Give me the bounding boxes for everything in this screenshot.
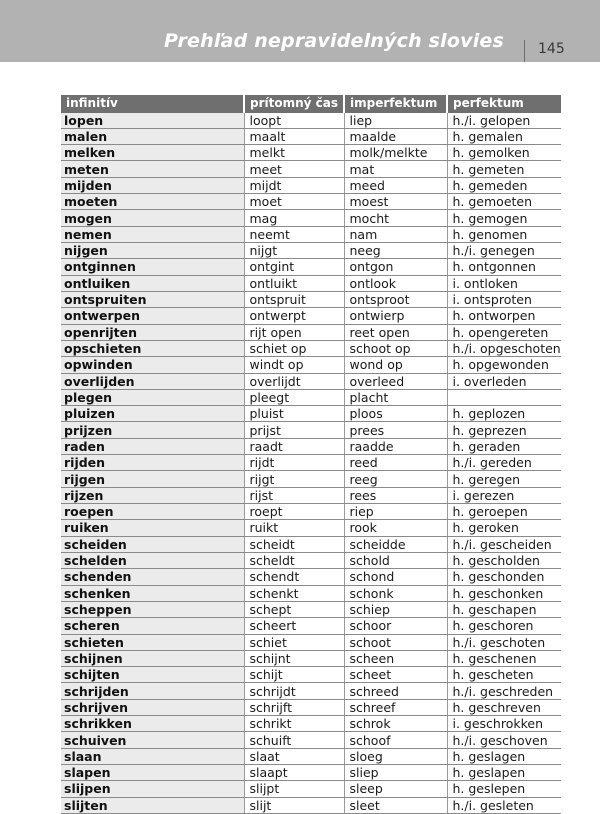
present-cell: scheldt: [244, 552, 344, 568]
present-cell: neemt: [244, 226, 344, 242]
table-row: [61, 128, 561, 144]
table-row: [61, 308, 561, 324]
perfect-cell: i. geschrokken: [447, 716, 561, 732]
perfect-cell: h. geschoren: [447, 618, 561, 634]
perfect-cell: h. geroken: [447, 520, 561, 536]
present-cell: pleegt: [244, 389, 344, 405]
present-cell: nijgt: [244, 243, 344, 259]
imperfect-cell: sloeg: [344, 748, 447, 764]
perfect-cell: h. gescheten: [447, 667, 561, 683]
infinitive-cell: raden: [61, 438, 244, 454]
table-row: [61, 112, 561, 128]
imperfect-cell: ontlook: [344, 275, 447, 291]
imperfect-cell: reet open: [344, 324, 447, 340]
infinitive-cell: meten: [61, 161, 244, 177]
table-row: [61, 210, 561, 226]
present-cell: rijt open: [244, 324, 344, 340]
present-cell: moet: [244, 194, 344, 210]
present-cell: slijt: [244, 797, 344, 813]
present-cell: melkt: [244, 145, 344, 161]
infinitive-cell: melken: [61, 145, 244, 161]
imperfect-cell: maalde: [344, 128, 447, 144]
perfect-cell: h. geroepen: [447, 504, 561, 520]
perfect-cell: h. geschenen: [447, 650, 561, 666]
imperfect-cell: rook: [344, 520, 447, 536]
perfect-cell: h. ontgonnen: [447, 259, 561, 275]
present-cell: schiet op: [244, 340, 344, 356]
present-cell: rijgt: [244, 471, 344, 487]
imperfect-cell: nam: [344, 226, 447, 242]
present-cell: raadt: [244, 438, 344, 454]
perfect-cell: h. geschonden: [447, 569, 561, 585]
imperfect-cell: raadde: [344, 438, 447, 454]
imperfect-cell: reeg: [344, 471, 447, 487]
present-cell: slaapt: [244, 765, 344, 781]
infinitive-cell: prijzen: [61, 422, 244, 438]
present-cell: rijst: [244, 487, 344, 503]
infinitive-cell: roepen: [61, 504, 244, 520]
imperfect-cell: schonk: [344, 585, 447, 601]
infinitive-cell: schuiven: [61, 732, 244, 748]
infinitive-cell: openrijten: [61, 324, 244, 340]
imperfect-cell: placht: [344, 389, 447, 405]
table-row: [61, 765, 561, 781]
imperfect-cell: schond: [344, 569, 447, 585]
infinitive-cell: ontspruiten: [61, 291, 244, 307]
infinitive-cell: rijgen: [61, 471, 244, 487]
infinitive-cell: ruiken: [61, 520, 244, 536]
table-row: [61, 618, 561, 634]
infinitive-cell: schenden: [61, 569, 244, 585]
infinitive-cell: rijden: [61, 455, 244, 471]
column-header-present: prítomný čas: [244, 95, 344, 112]
table-row: [61, 226, 561, 242]
present-cell: roept: [244, 504, 344, 520]
present-cell: schrijdt: [244, 683, 344, 699]
infinitive-cell: ontginnen: [61, 259, 244, 275]
imperfect-cell: rees: [344, 487, 447, 503]
perfect-cell: h. gemeden: [447, 177, 561, 193]
perfect-cell: h./i. gereden: [447, 455, 561, 471]
infinitive-cell: nemen: [61, 226, 244, 242]
infinitive-cell: ontwerpen: [61, 308, 244, 324]
table-row: [61, 585, 561, 601]
infinitive-cell: schelden: [61, 552, 244, 568]
infinitive-cell: nijgen: [61, 243, 244, 259]
imperfect-cell: schold: [344, 552, 447, 568]
perfect-cell: h./i. gelopen: [447, 112, 561, 128]
perfect-cell: i. ontsproten: [447, 291, 561, 307]
infinitive-cell: schrijven: [61, 699, 244, 715]
imperfect-cell: sliep: [344, 765, 447, 781]
imperfect-cell: ontgon: [344, 259, 447, 275]
imperfect-cell: neeg: [344, 243, 447, 259]
table-row: [61, 748, 561, 764]
table-row: [61, 667, 561, 683]
present-cell: schendt: [244, 569, 344, 585]
infinitive-cell: schijnen: [61, 650, 244, 666]
imperfect-cell: wond op: [344, 357, 447, 373]
table-row: [61, 275, 561, 291]
present-cell: overlijdt: [244, 373, 344, 389]
table-row: [61, 471, 561, 487]
irregular-verbs-table: [61, 95, 561, 814]
imperfect-cell: ontsproot: [344, 291, 447, 307]
present-cell: rijdt: [244, 455, 344, 471]
imperfect-cell: mat: [344, 161, 447, 177]
table-body: [61, 112, 561, 813]
present-cell: ontgint: [244, 259, 344, 275]
infinitive-cell: moeten: [61, 194, 244, 210]
present-cell: mag: [244, 210, 344, 226]
table-header-row: [61, 95, 561, 112]
perfect-cell: h./i. geschreden: [447, 683, 561, 699]
present-cell: prijst: [244, 422, 344, 438]
present-cell: schrikt: [244, 716, 344, 732]
table-row: [61, 389, 561, 405]
page-header: [0, 0, 600, 62]
perfect-cell: h. gemalen: [447, 128, 561, 144]
perfect-cell: h. genomen: [447, 226, 561, 242]
table-row: [61, 357, 561, 373]
present-cell: slijpt: [244, 781, 344, 797]
present-cell: schrijft: [244, 699, 344, 715]
imperfect-cell: meed: [344, 177, 447, 193]
present-cell: loopt: [244, 112, 344, 128]
infinitive-cell: rijzen: [61, 487, 244, 503]
perfect-cell: [447, 389, 561, 405]
infinitive-cell: schrikken: [61, 716, 244, 732]
table-row: [61, 732, 561, 748]
perfect-cell: h./i. gescheiden: [447, 536, 561, 552]
infinitive-cell: slapen: [61, 765, 244, 781]
imperfect-cell: schreed: [344, 683, 447, 699]
infinitive-cell: opwinden: [61, 357, 244, 373]
perfect-cell: h. gemoeten: [447, 194, 561, 210]
infinitive-cell: schrijden: [61, 683, 244, 699]
perfect-cell: h. geslagen: [447, 748, 561, 764]
infinitive-cell: malen: [61, 128, 244, 144]
table-row: [61, 634, 561, 650]
perfect-cell: h. geschapen: [447, 601, 561, 617]
present-cell: schuift: [244, 732, 344, 748]
perfect-cell: h. gemogen: [447, 210, 561, 226]
table-row: [61, 552, 561, 568]
perfect-cell: i. overleden: [447, 373, 561, 389]
perfect-cell: h./i. geschoten: [447, 634, 561, 650]
infinitive-cell: ontluiken: [61, 275, 244, 291]
infinitive-cell: scheppen: [61, 601, 244, 617]
table-row: [61, 291, 561, 307]
perfect-cell: h. geslapen: [447, 765, 561, 781]
table-row: [61, 781, 561, 797]
present-cell: pluist: [244, 406, 344, 422]
infinitive-cell: lopen: [61, 112, 244, 128]
imperfect-cell: scheen: [344, 650, 447, 666]
imperfect-cell: sleet: [344, 797, 447, 813]
infinitive-cell: schijten: [61, 667, 244, 683]
imperfect-cell: schoot: [344, 634, 447, 650]
infinitive-cell: mogen: [61, 210, 244, 226]
table-row: [61, 243, 561, 259]
perfect-cell: i. ontloken: [447, 275, 561, 291]
infinitive-cell: schieten: [61, 634, 244, 650]
perfect-cell: h. geschonken: [447, 585, 561, 601]
imperfect-cell: schiep: [344, 601, 447, 617]
column-header-perfect: perfektum: [447, 95, 561, 112]
table-row: [61, 259, 561, 275]
infinitive-cell: plegen: [61, 389, 244, 405]
perfect-cell: h. geplozen: [447, 406, 561, 422]
perfect-cell: h./i. opgeschoten: [447, 340, 561, 356]
imperfect-cell: riep: [344, 504, 447, 520]
infinitive-cell: mijden: [61, 177, 244, 193]
present-cell: windt op: [244, 357, 344, 373]
perfect-cell: h. geraden: [447, 438, 561, 454]
table-row: [61, 569, 561, 585]
present-cell: slaat: [244, 748, 344, 764]
imperfect-cell: scheet: [344, 667, 447, 683]
infinitive-cell: schenken: [61, 585, 244, 601]
table-row: [61, 340, 561, 356]
present-cell: schijt: [244, 667, 344, 683]
perfect-cell: h. geregen: [447, 471, 561, 487]
perfect-cell: h./i. genegen: [447, 243, 561, 259]
perfect-cell: h. geschreven: [447, 699, 561, 715]
imperfect-cell: schoot op: [344, 340, 447, 356]
perfect-cell: h. ontworpen: [447, 308, 561, 324]
table-row: [61, 716, 561, 732]
perfect-cell: h./i. geschoven: [447, 732, 561, 748]
infinitive-cell: pluizen: [61, 406, 244, 422]
table-row: [61, 487, 561, 503]
table-row: [61, 504, 561, 520]
page-number: 145: [538, 41, 565, 57]
perfect-cell: h. gescholden: [447, 552, 561, 568]
column-header-imperfect: imperfektum: [344, 95, 447, 112]
table-row: [61, 373, 561, 389]
perfect-cell: h. gemeten: [447, 161, 561, 177]
table-row: [61, 194, 561, 210]
imperfect-cell: ploos: [344, 406, 447, 422]
imperfect-cell: liep: [344, 112, 447, 128]
table-row: [61, 455, 561, 471]
present-cell: schept: [244, 601, 344, 617]
imperfect-cell: molk/melkte: [344, 145, 447, 161]
table-row: [61, 177, 561, 193]
present-cell: schijnt: [244, 650, 344, 666]
perfect-cell: i. gerezen: [447, 487, 561, 503]
present-cell: ontspruit: [244, 291, 344, 307]
imperfect-cell: mocht: [344, 210, 447, 226]
present-cell: meet: [244, 161, 344, 177]
present-cell: mijdt: [244, 177, 344, 193]
imperfect-cell: schrok: [344, 716, 447, 732]
infinitive-cell: scheren: [61, 618, 244, 634]
table-row: [61, 324, 561, 340]
present-cell: schiet: [244, 634, 344, 650]
perfect-cell: h. geslepen: [447, 781, 561, 797]
header-divider: [524, 40, 525, 62]
perfect-cell: h. opengereten: [447, 324, 561, 340]
imperfect-cell: ontwierp: [344, 308, 447, 324]
perfect-cell: h. gemolken: [447, 145, 561, 161]
present-cell: maalt: [244, 128, 344, 144]
perfect-cell: h. opgewonden: [447, 357, 561, 373]
table-row: [61, 520, 561, 536]
infinitive-cell: slaan: [61, 748, 244, 764]
imperfect-cell: prees: [344, 422, 447, 438]
imperfect-cell: schoor: [344, 618, 447, 634]
page-title: Prehľad nepravidelných slovies: [163, 30, 504, 52]
imperfect-cell: schoof: [344, 732, 447, 748]
imperfect-cell: overleed: [344, 373, 447, 389]
perfect-cell: h./i. gesleten: [447, 797, 561, 813]
infinitive-cell: slijpen: [61, 781, 244, 797]
table-row: [61, 145, 561, 161]
infinitive-cell: overlijden: [61, 373, 244, 389]
table-row: [61, 797, 561, 813]
present-cell: ontluikt: [244, 275, 344, 291]
column-header-infinitive: infinitív: [61, 95, 244, 112]
table-row: [61, 536, 561, 552]
table-row: [61, 161, 561, 177]
infinitive-cell: slijten: [61, 797, 244, 813]
imperfect-cell: moest: [344, 194, 447, 210]
table-row: [61, 438, 561, 454]
present-cell: ruikt: [244, 520, 344, 536]
table-row: [61, 406, 561, 422]
present-cell: ontwerpt: [244, 308, 344, 324]
imperfect-cell: scheidde: [344, 536, 447, 552]
table-row: [61, 422, 561, 438]
table-row: [61, 699, 561, 715]
perfect-cell: h. geprezen: [447, 422, 561, 438]
table-row: [61, 650, 561, 666]
infinitive-cell: scheiden: [61, 536, 244, 552]
table-row: [61, 683, 561, 699]
infinitive-cell: opschieten: [61, 340, 244, 356]
imperfect-cell: schreef: [344, 699, 447, 715]
present-cell: scheert: [244, 618, 344, 634]
imperfect-cell: reed: [344, 455, 447, 471]
present-cell: schenkt: [244, 585, 344, 601]
imperfect-cell: sleep: [344, 781, 447, 797]
present-cell: scheidt: [244, 536, 344, 552]
table-row: [61, 601, 561, 617]
